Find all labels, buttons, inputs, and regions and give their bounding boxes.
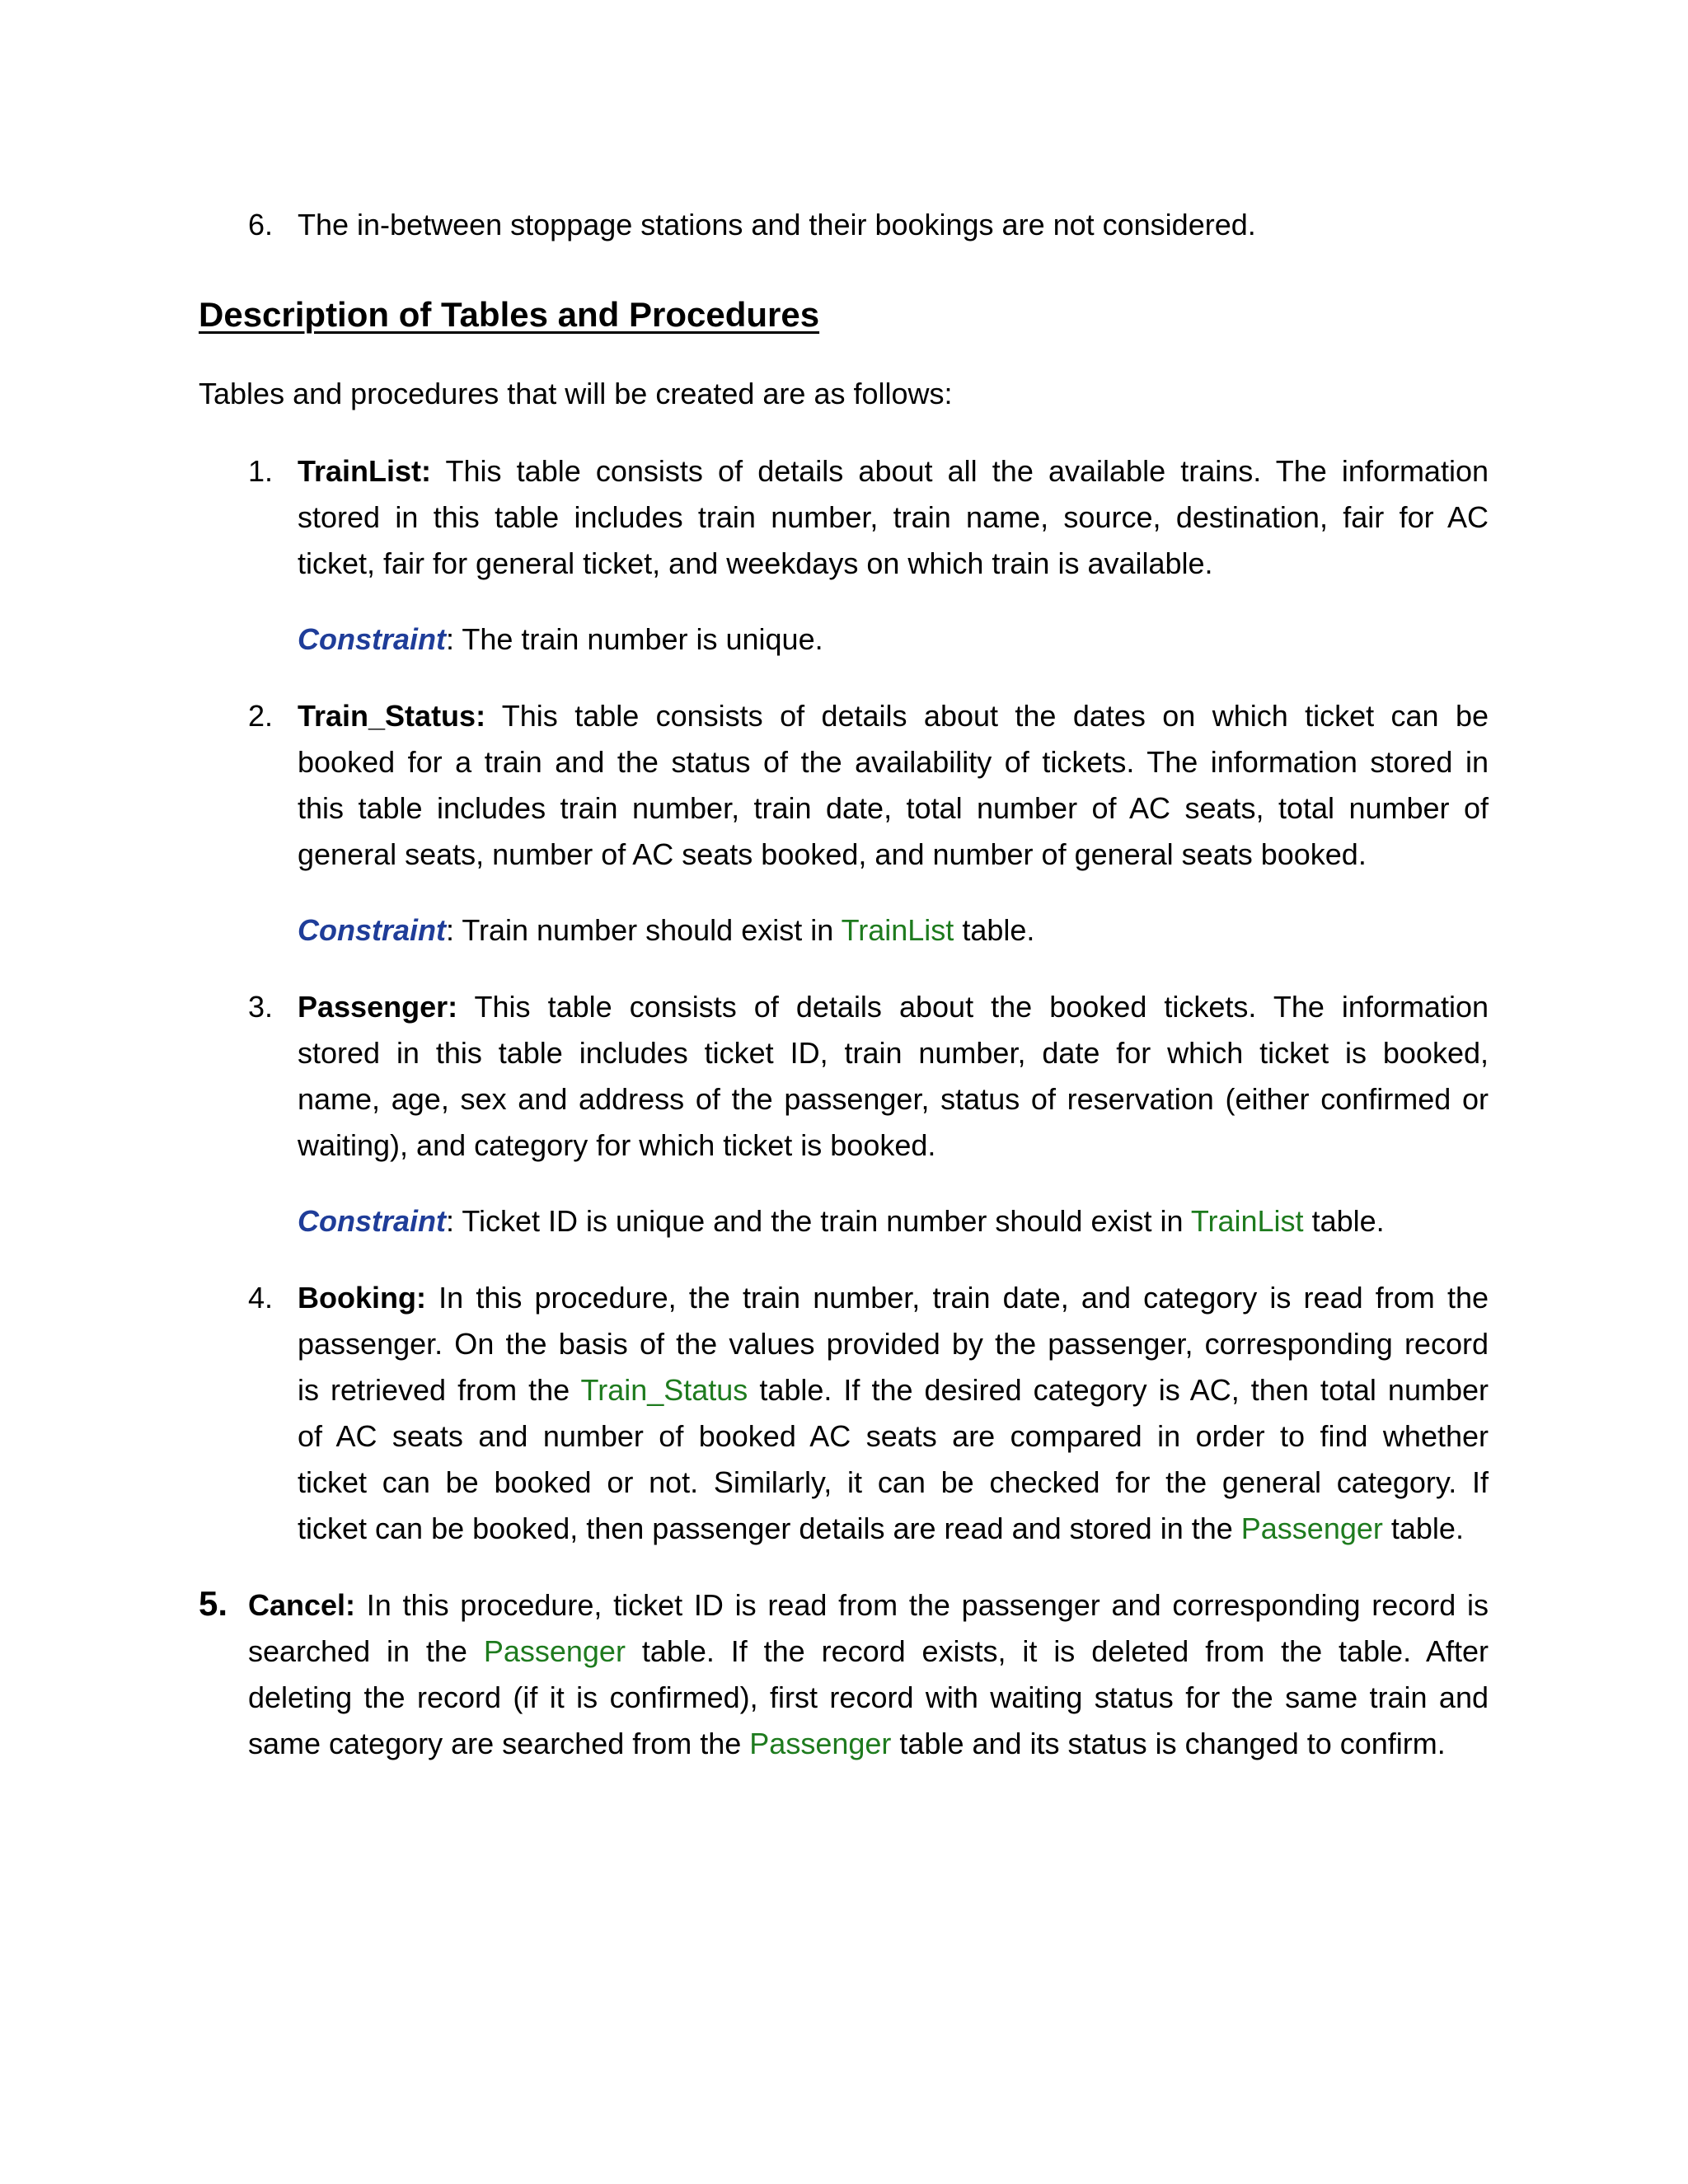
constraint-text: : Train number should exist in <box>446 913 842 947</box>
item-text: ticket can be booked, then passenger details are read and stored in the <box>298 1511 1241 1545</box>
list-item-line <box>298 697 1489 735</box>
list-item-line <box>248 1725 1446 1763</box>
list-item-line <box>248 1586 1489 1624</box>
list-item-line <box>298 452 1489 490</box>
table-reference: Passenger <box>483 1634 626 1668</box>
list-number: 1. <box>248 454 274 488</box>
list-item-line: passenger. On the basis of the values provided by the passenger, corresponding record <box>298 1327 1489 1361</box>
constraint-label: Constraint <box>298 1204 446 1238</box>
item-text: table and its status is changed to confirm. <box>891 1727 1446 1760</box>
constraint-label: Constraint <box>298 913 446 947</box>
list-item-line: of AC seats and number of booked AC seats are compared in order to find whether <box>298 1419 1489 1453</box>
item-title: Passenger: <box>298 990 458 1024</box>
item-text: This table consists of details about the dates on which ticket can be <box>485 699 1489 733</box>
item-text: In this procedure, the train number, train date, and category is read from the <box>425 1281 1489 1315</box>
constraint-text: table. <box>1303 1204 1385 1238</box>
constraint-line <box>298 912 1034 949</box>
list-item-line: stored in this table includes ticket ID, train number, date for which ticket is booked, <box>298 1036 1489 1070</box>
list-item-text: The in-between stoppage stations and their bookings are not considered. <box>298 208 1256 241</box>
table-reference: TrainList <box>1190 1204 1304 1238</box>
list-item-line: general seats, number of AC seats booked, and number of general seats booked. <box>298 837 1367 871</box>
table-reference: Passenger <box>1240 1511 1383 1545</box>
list-number: 4. <box>248 1281 274 1315</box>
list-item-line: deleting the record (if it is confirmed), first record with waiting status for the same train and <box>248 1680 1489 1714</box>
item-text: This table consists of details about the booked tickets. The information <box>457 990 1489 1024</box>
list-number: 2. <box>248 699 274 733</box>
list-item-line <box>248 1633 1489 1671</box>
item-title: Booking: <box>298 1281 426 1315</box>
list-item-line: ticket can be booked or not. Similarly, it can be checked for the general category. If <box>298 1465 1489 1499</box>
constraint-label: Constraint <box>298 622 446 656</box>
item-text: This table consists of details about all the available trains. The information <box>431 454 1489 488</box>
list-item-line: waiting), and category for which ticket is booked. <box>298 1128 936 1162</box>
item-text: table. If the record exists, it is deleted from the table. After <box>625 1634 1489 1668</box>
list-item-line <box>298 1510 1464 1548</box>
intro-paragraph: Tables and procedures that will be created are as follows: <box>199 377 953 410</box>
item-title: Cancel: <box>248 1588 356 1622</box>
list-item-line <box>298 1371 1489 1409</box>
list-item-line <box>298 1279 1489 1317</box>
table-reference: Train_Status <box>580 1373 748 1407</box>
list-item-line: booked for a train and the status of the availability of tickets. The information stored in <box>298 745 1489 779</box>
item-title: TrainList: <box>298 454 432 488</box>
list-number: 3. <box>248 990 274 1024</box>
list-number: 5. <box>199 1584 228 1623</box>
constraint-text: : Ticket ID is unique and the train number should exist in <box>446 1204 1191 1238</box>
item-text: is retrieved from the <box>298 1373 581 1407</box>
constraint-text: table. <box>954 913 1035 947</box>
table-reference: Passenger <box>749 1727 892 1760</box>
item-title: Train_Status: <box>298 699 486 733</box>
constraint-text: : The train number is unique. <box>446 622 823 656</box>
list-item-line: stored in this table includes train number, train name, source, destination, fair for AC <box>298 500 1489 534</box>
item-text: table. <box>1382 1511 1464 1545</box>
item-text: table. If the desired category is AC, then total number <box>748 1373 1489 1407</box>
table-reference: TrainList <box>841 913 954 947</box>
list-item-line <box>298 988 1489 1026</box>
list-item-line: this table includes train number, train date, total number of AC seats, total number of <box>298 791 1489 825</box>
item-text: searched in the <box>248 1634 484 1668</box>
constraint-line <box>298 621 823 658</box>
list-number: 6. <box>248 208 274 241</box>
constraint-line <box>298 1202 1385 1240</box>
list-item-line: name, age, sex and address of the passenger, status of reservation (either confirmed or <box>298 1082 1489 1116</box>
item-text: In this procedure, ticket ID is read from the passenger and corresponding record is <box>355 1588 1489 1622</box>
list-item-line: ticket, fair for general ticket, and weekdays on which train is available. <box>298 546 1213 580</box>
item-text: same category are searched from the <box>248 1727 750 1760</box>
section-heading: Description of Tables and Procedures <box>199 295 820 334</box>
